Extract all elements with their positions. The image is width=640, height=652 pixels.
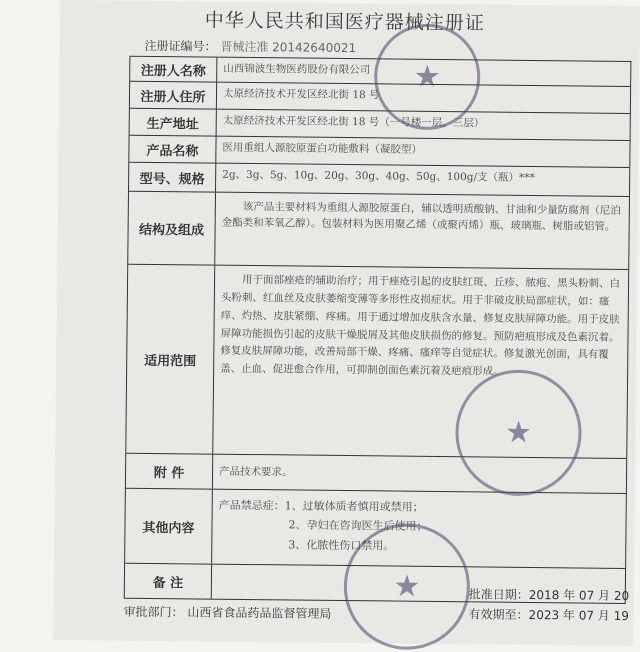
row-label: 其他内容 xyxy=(125,489,213,564)
valid-date-label: 有效期至： xyxy=(468,607,529,622)
row-label: 产品名称 xyxy=(129,136,216,163)
seal-star-icon: ★ xyxy=(413,59,441,95)
approval-dept-label: 审批部门： xyxy=(123,604,184,620)
official-seal-bottom xyxy=(343,523,470,650)
row-label: 型号、规格 xyxy=(129,163,216,192)
official-seal-middle xyxy=(455,369,582,496)
valid-date-value: 2023 年 07 月 19 xyxy=(528,607,630,623)
approval-date-value: 2018 年 07 月 20 xyxy=(528,587,630,603)
row-label: 结构及组成 xyxy=(128,192,216,265)
registration-number-value: 晋械注准 20142640021 xyxy=(220,39,357,56)
row-label: 注册人名称 xyxy=(130,57,217,82)
row-label: 附 件 xyxy=(126,454,213,489)
list-item: 2、孕妇在咨询医生后使用； xyxy=(288,518,428,534)
row-label: 备 注 xyxy=(125,564,212,599)
list-item-text: 1、过敏体质者慎用或禁用； xyxy=(284,499,424,514)
contraindication-intro: 产品禁忌症： xyxy=(218,498,285,513)
approval-dept-value: 山西省食品药品监督管理局 xyxy=(187,605,332,621)
approval-date xyxy=(469,584,630,606)
table-row xyxy=(128,192,629,270)
approval-dates xyxy=(468,584,629,626)
certificate-table xyxy=(124,56,632,604)
list-item: 3、化脓性伤口禁用。 xyxy=(288,537,395,553)
row-value: 该产品主要材料为重组人源胶原蛋白，辅以透明质酸钠、甘油和少量防腐剂（尼泊金酯类和苯氧乙醇）。包装材料为医用聚乙烯（或聚丙烯）瓶、玻璃瓶、树脂或铝管。 xyxy=(221,200,621,234)
row-value: 产品技术要求。 xyxy=(219,465,293,479)
seal-star-icon: ★ xyxy=(504,415,533,451)
certificate-sheet xyxy=(53,0,640,646)
row-value: 2g、3g、5g、10g、20g、30g、40g、50g、100g/支（瓶）*** xyxy=(222,168,535,184)
official-seal-top xyxy=(374,23,481,130)
row-value: 太原经济技术开发区经北街 18 号（一号楼一层、三层） xyxy=(222,114,485,130)
row-label: 生产地址 xyxy=(130,109,217,136)
row-value: 医用重组人源胶原蛋白功能敷料（凝胶型） xyxy=(222,141,423,156)
row-label: 适用范围 xyxy=(126,265,215,454)
row-label: 注册人住所 xyxy=(130,82,217,109)
approval-date-label: 批准日期： xyxy=(468,587,529,602)
row-value: 用于面部痤疮的辅助治疗；用于痤疮引起的皮肤红斑、丘疹、脓疱、黑头粉刺、白头粉刺、红血丝及皮肤萎缩变薄等多形性皮损症状。用于非破皮肤局部症状，如：瘙痒、灼热、皮肤紧绷、疼痛。用于通过增加皮肤含水量、修复皮肤屏障功能。用于皮肤屏障功能损伤引起的皮肤干燥脱屑及其他皮肤损伤的修复。预防疤痕形成及色素沉着。修复皮肤屏障功能，改善局部干燥、疼痛、瘙痒等自觉症状。修复激光创面，具有覆盖、止血、促进愈合作用，可抑制创面色素沉着及疤痕形成。 xyxy=(220,273,621,378)
registration-number xyxy=(144,37,356,56)
valid-date xyxy=(468,604,629,626)
document-title: 中华人民共和国医疗器械注册证 xyxy=(204,9,485,35)
registration-number-label: 注册证编号： xyxy=(144,38,217,54)
seal-star-icon: ★ xyxy=(393,569,421,605)
row-value: 山西锦波生物医药股份有限公司 xyxy=(223,62,371,77)
row-value: 太原经济技术开发区经北街 18 号 xyxy=(222,87,380,102)
